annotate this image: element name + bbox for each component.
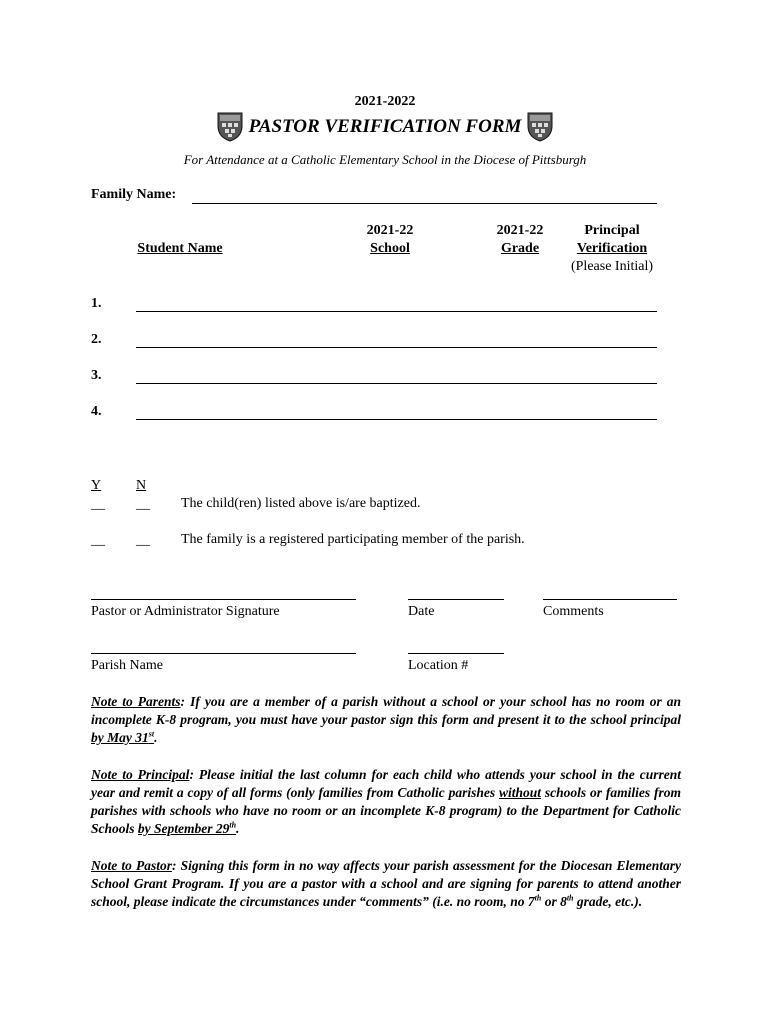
baptized-yes-blank[interactable]: __: [91, 497, 105, 512]
baptized-no-blank[interactable]: __: [136, 497, 150, 512]
member-no-blank[interactable]: __: [136, 533, 150, 548]
parish-name-label: Parish Name: [91, 658, 163, 673]
student-row-2-field[interactable]: [136, 330, 657, 348]
form-year: 2021-2022: [354, 94, 416, 109]
student-row-1-field[interactable]: [136, 294, 657, 312]
comments-field[interactable]: [543, 588, 677, 600]
family-name-field[interactable]: [192, 185, 657, 204]
date-field[interactable]: [408, 588, 504, 600]
pastor-signature-label: Pastor or Administrator Signature: [91, 604, 280, 619]
school-header: 2021-22 School: [366, 223, 414, 256]
member-statement: The family is a registered participating member of the parish.: [181, 532, 525, 547]
diocese-crest-icon: [217, 112, 243, 142]
family-name-label: Family Name:: [91, 187, 177, 202]
diocese-crest-icon: [527, 112, 553, 142]
baptized-statement: The child(ren) listed above is/are baptized.: [181, 496, 421, 511]
title-row: [0, 112, 770, 142]
date-label: Date: [408, 604, 435, 619]
note-to-pastor: Note to Pastor: Signing this form in no way affects your parish assessment for the Diocesan Elementary School Grant Program. If you are a pastor with a school and are signing for parents to attend another school, please indicate the circumstances under “comments” (i.e. no room, no 7th or 8th grade, etc.).: [91, 858, 681, 909]
note-to-parents: Note to Parents: If you are a member of a parish without a school or your school has no room or an incomplete K-8 program, you must have your pastor sign this form and present it to the school principal by May 31st.: [91, 694, 681, 745]
student-number-2: 2.: [91, 332, 102, 347]
pastor-signature-field[interactable]: [91, 588, 356, 600]
student-row-3-field[interactable]: [136, 366, 657, 384]
student-name-header: Student Name: [137, 241, 223, 256]
grade-header: 2021-22 Grade: [496, 223, 544, 256]
student-number-1: 1.: [91, 296, 102, 311]
no-column-label: N: [136, 478, 147, 493]
principal-verification-header: Principal Verification (Please Initial): [570, 223, 654, 274]
member-yes-blank[interactable]: __: [91, 533, 105, 548]
form-title: PASTOR VERIFICATION FORM: [248, 116, 522, 137]
parish-name-field[interactable]: [91, 642, 356, 654]
location-field[interactable]: [408, 642, 504, 654]
student-number-4: 4.: [91, 404, 102, 419]
student-row-4-field[interactable]: [136, 402, 657, 420]
location-label: Location #: [408, 658, 469, 673]
comments-label: Comments: [543, 604, 604, 619]
yes-column-label: Y: [91, 478, 102, 493]
note-to-principal: Note to Principal: Please initial the last column for each child who attends your school in the current year and remit a copy of all forms (only families from Catholic parishes without schools or families from parishes with schools who have no room or an incomplete K-8 program) to the Department for Catholic Schools by September 29th.: [91, 767, 681, 836]
form-subtitle: For Attendance at a Catholic Elementary School in the Diocese of Pittsburgh: [183, 152, 587, 167]
student-number-3: 3.: [91, 368, 102, 383]
